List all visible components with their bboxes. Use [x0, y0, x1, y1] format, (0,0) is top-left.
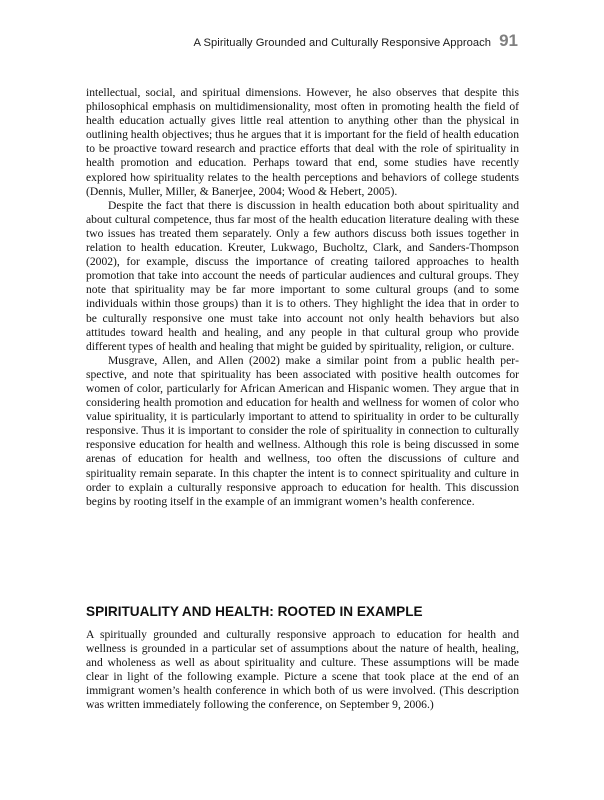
section-heading: SPIRITUALITY AND HEALTH: ROOTED IN EXAMPLE: [86, 604, 423, 619]
paragraph-continued: intellectual, social, and spiritual dimensions. However, he also observes that despite this philosophical emphasis on multidimensionality, most often in promoting health the field of health education actually gives little real attention to anything other than the physical in outlining health objectives; thus he argues that it is important for the field of health education to be proactive toward research and practice efforts that deal with the role of spirituality in health promotion and education. Perhaps toward that end, some studies have recently explored how spirituality relates to the health perceptions and behaviors of college students (Dennis, Muller, Miller, & Banerjee, 2004; Wood & Hebert, 2005).: [86, 86, 519, 198]
paragraph-public-health: Musgrave, Allen, and Allen (2002) make a similar point from a public health perspective, and note that spirituality has been associated with positive health outcomes for women of color, particularly for African American and Hispanic women. They argue that in considering health promotion and education for health and wellness for women of color who value spirituality, it is particularly important to attend to spirituality in order to be culturally responsive. Thus it is important to consider the role of spirituality in connection to culturally responsive education for health and wellness. Although this role is being discussed in some arenas of education for health and wellness, too often the discussions of culture and spirituality remain separate. In this chapter the intent is to connect spirituality and culture in order to explain a culturally responsive approach to education for health. This discussion begins by rooting itself in the example of an immigrant women’s health conference.: [86, 353, 519, 508]
body-text: [86, 86, 519, 509]
running-title: A Spiritually Grounded and Culturally Responsive Approach: [193, 37, 492, 49]
section-body: [86, 628, 519, 713]
section-paragraph: A spiritually grounded and culturally responsive approach to education for health and wellness is grounded in a particular set of assumptions about the nature of health, healing, and wholeness as well as about spirituality and culture. These assumptions will be made clear in light of the following example. Picture a scene that took place at the end of an immigrant women’s health conference in which both of us were involved. (This description was written immediately following the conference, on September 9, 2006.): [86, 628, 519, 712]
page-number: 91: [499, 31, 518, 50]
paragraph-cultural-competence: Despite the fact that there is discussion in health education both about spirituality and about cultural competence, thus far most of the health education literature dealing with these two issues has treated them separately. Only a few authors discuss both issues together in relation to health education. Kreuter, Lukwago, Bucholtz, Clark, and Sanders-Thompson (2002), for example, discuss the importance of creating tailored approaches to health promotion that take into account the needs of particular audiences and cultural groups. They note that spirituality may be far more important to some cultural groups (and to some individuals within those groups) than it is to others. They highlight the idea that in order to be culturally responsive one must take into account not only health behaviors but also attitudes toward health and healing, and any people in that cultural group who provide different types of health and healing that might be guided by spirituality, religion, or culture.: [86, 198, 519, 353]
running-header: [193, 31, 518, 51]
